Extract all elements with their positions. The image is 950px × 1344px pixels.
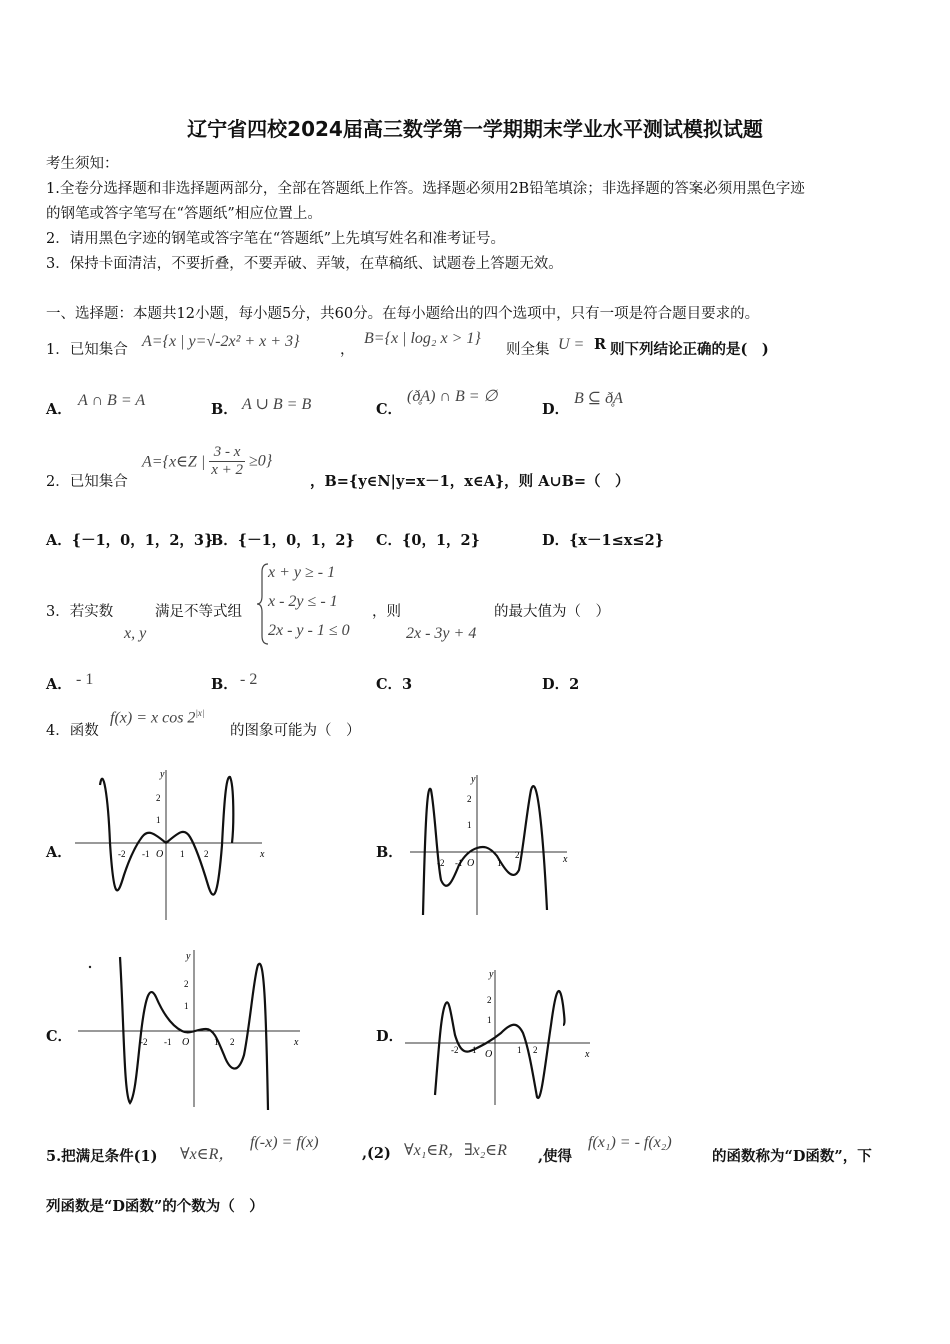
tick-label: -1	[142, 849, 150, 859]
x-label: x	[260, 849, 265, 860]
tick-label: 2	[487, 995, 492, 1005]
q3-expr: 2x - 3y + 4	[406, 625, 477, 642]
q1-option-a: A ∩ B = A	[78, 392, 146, 409]
notice-item: 2．请用黑色字迹的钢笔或答字笔在“答题纸”上先填写姓名和准考证号。	[46, 231, 506, 247]
q3-vars: x, y	[124, 625, 147, 642]
q2-option-d: D．{x－1≤x≤2}	[542, 532, 664, 549]
q5-line1-a: 5.把满足条件(1)	[46, 1148, 158, 1165]
q1-prefix: 1．已知集合	[46, 342, 128, 358]
tick-label: -1	[164, 1037, 172, 1047]
tick-label: 2	[204, 849, 209, 859]
origin-label: O	[156, 849, 164, 860]
tick-label: 1	[487, 1015, 492, 1025]
q3-mid: 满足不等式组	[155, 604, 242, 620]
q1-r: R	[594, 336, 607, 353]
y-label: y	[489, 969, 494, 980]
q3-option-a-label: A．	[46, 676, 72, 693]
tick-label: 1	[180, 849, 185, 859]
q5-line1-c: ,使得	[538, 1148, 573, 1165]
q3-prefix: 3．若实数	[46, 604, 114, 620]
q5-line1-b: ,(2)	[362, 1145, 391, 1162]
page-title: 辽宁省四校2024届高三数学第一学期期末学业水平测试模拟试题	[187, 117, 763, 141]
tick-label: 1	[156, 815, 161, 825]
graph-curve	[166, 777, 233, 895]
q2-option-a: A．{－1，0，1，2，3}	[46, 532, 214, 549]
q1-option-a-label: A．	[46, 401, 72, 418]
origin-label: O	[485, 1049, 493, 1060]
q2-set-a	[142, 444, 272, 479]
origin-label: O	[467, 858, 475, 869]
q2-rest: ，B={y∈N|y=x－1，x∈A}，则 A∪B=（ ）	[310, 473, 630, 490]
q4-graph-d	[405, 965, 595, 1115]
tick-label: -2	[451, 1045, 459, 1055]
q3-option-a: - 1	[76, 671, 94, 688]
q4-function-body: f(x) = x cos 2	[110, 709, 196, 727]
tick-label: -1	[469, 1045, 477, 1055]
notice-item: 3．保持卡面清洁，不要折叠，不要弄破、弄皱，在草稿纸、试题卷上答题无效。	[46, 256, 563, 272]
q1-option-d-label: D．	[542, 401, 570, 418]
tick-label: 1	[467, 820, 472, 830]
q1-option-d: B ⊆ ð̥A	[574, 390, 623, 407]
q4-option-b-label: B．	[376, 844, 403, 861]
tick-label: 1	[184, 1001, 189, 1011]
tick-label: 2	[230, 1037, 235, 1047]
section-heading: 一、选择题：本题共12小题，每小题5分，共60分。在每小题给出的四个选项中，只有一项是符合题目要求的。	[46, 306, 760, 322]
q4-graph-a	[70, 765, 270, 925]
q1-option-c-label: C．	[376, 401, 403, 418]
q3-ineq-2: x - 2y ≤ - 1	[268, 593, 338, 610]
q3-option-b: - 2	[240, 671, 258, 688]
x-label: x	[563, 854, 568, 865]
tick-label: 2	[156, 793, 161, 803]
q1-suffix: 则下列结论正确的是( )	[610, 341, 769, 358]
q3-option-c: C．3	[376, 676, 413, 693]
q1-comma: ，	[340, 342, 355, 358]
q3-option-d: D．2	[542, 676, 580, 693]
tick-label: 1	[214, 1037, 219, 1047]
q2-frac-den: x + 2	[211, 462, 243, 478]
stray-dot	[89, 966, 91, 968]
q4-function-exp: |x|	[195, 708, 205, 718]
q4-graph-c	[78, 945, 308, 1115]
q1-option-c: (ð̥A) ∩ B = ∅	[407, 388, 498, 405]
y-label: y	[160, 769, 165, 780]
y-label: y	[471, 774, 476, 785]
tick-label: -2	[140, 1037, 148, 1047]
q5-line2: 列函数是“D函数”的个数为（ ）	[46, 1198, 264, 1215]
q3-suffix: 的最大值为（ ）	[494, 604, 610, 620]
tick-label: 2	[467, 794, 472, 804]
q2-set-a-left: A={x∈Z |	[142, 453, 206, 471]
q5-line1-d: 的函数称为“D函数”，下	[712, 1148, 872, 1165]
x-label: x	[585, 1049, 590, 1060]
q5-cond1: ∀x∈R，	[180, 1146, 235, 1163]
notice-item: 1.全卷分选择题和非选择题两部分，全部在答题纸上作答。选择题必须用2B铅笔填涂；非选择题的答案必须用黑色字迹	[46, 181, 805, 197]
origin-label: O	[182, 1037, 190, 1048]
q2-frac-num: 3 - x	[209, 444, 245, 462]
q1-option-b-label: B．	[211, 401, 238, 418]
q4-option-c-label: C．	[46, 1028, 73, 1045]
tick-label: -2	[437, 858, 445, 868]
tick-label: 1	[497, 858, 502, 868]
q5-cond2: ∀x₁∈R，∃x₂∈R	[404, 1142, 507, 1159]
q2-fraction	[209, 444, 245, 479]
q1-set-b: B={x | log₂ x > 1}	[364, 330, 481, 347]
q4-prefix: 4．函数	[46, 723, 99, 739]
graph-curve	[423, 786, 547, 915]
x-label: x	[294, 1037, 299, 1048]
q1-mid: 则全集	[506, 342, 550, 358]
notice-heading: 考生须知：	[46, 156, 119, 172]
tick-label: -2	[118, 849, 126, 859]
q2-set-a-right: ≥0}	[249, 452, 273, 470]
q4-option-a-label: A．	[46, 844, 72, 861]
q4-option-d-label: D．	[376, 1028, 404, 1045]
q5-cond1-eq: f(-x) = f(x)	[250, 1134, 319, 1151]
tick-label: 2	[515, 850, 520, 860]
q3-option-b-label: B．	[211, 676, 238, 693]
tick-label: 2	[533, 1045, 538, 1055]
tick-label: 2	[184, 979, 189, 989]
q3-ineq-3: 2x - y - 1 ≤ 0	[268, 622, 350, 639]
y-label: y	[186, 951, 191, 962]
q5-cond3: f(x₁) = - f(x₂)	[588, 1134, 672, 1151]
q2-prefix: 2．已知集合	[46, 474, 128, 490]
q3-ineq-1: x + y ≥ - 1	[268, 564, 336, 581]
q1-set-a: A={x | y=√-2x² + x + 3}	[142, 333, 300, 350]
q1-option-b: A ∪ B = B	[242, 396, 312, 413]
tick-label: -1	[455, 858, 463, 868]
tick-label: 1	[517, 1045, 522, 1055]
q4-suffix: 的图象可能为（ ）	[230, 723, 361, 739]
q2-option-c: C．{0，1，2}	[376, 532, 480, 549]
notice-item: 的钢笔或答字笔写在“答题纸”相应位置上。	[46, 206, 322, 222]
q2-option-b: B．{－1，0，1，2}	[211, 532, 355, 549]
q4-function	[110, 708, 204, 727]
q3-then: ，则	[372, 604, 401, 620]
q4-graph-b	[405, 770, 575, 920]
q1-u: U =	[558, 336, 585, 353]
